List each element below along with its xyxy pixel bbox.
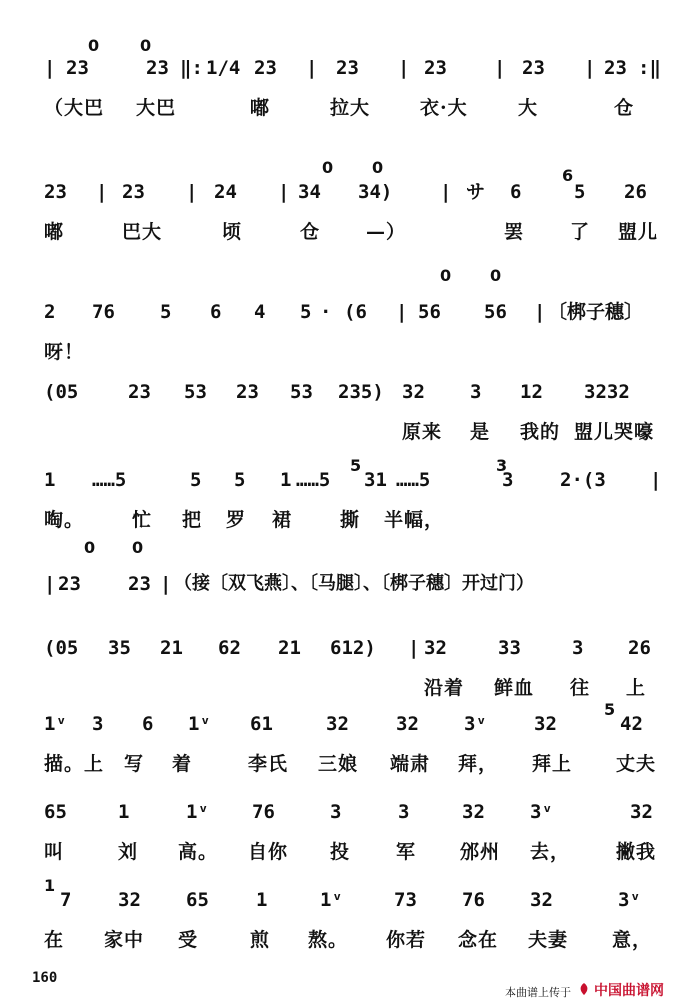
note: 32 bbox=[462, 801, 485, 823]
grace-note: 6 bbox=[562, 166, 574, 185]
upload-note: 本曲谱上传于 bbox=[505, 986, 571, 999]
barline: | bbox=[650, 469, 662, 491]
lyric: 衣·大 bbox=[420, 97, 468, 119]
note: 32 bbox=[530, 889, 553, 911]
note: 2 bbox=[44, 301, 56, 323]
lyric: 呀！ bbox=[44, 341, 85, 363]
note: | bbox=[534, 301, 546, 323]
lyric: 大 bbox=[518, 97, 539, 119]
note: 1ᵛ bbox=[320, 889, 343, 911]
repeat-mark: 0 bbox=[490, 266, 502, 285]
lyric: 上 bbox=[626, 677, 647, 699]
lyric: 大巴 bbox=[136, 97, 177, 119]
lyric: 军 bbox=[396, 841, 417, 863]
notation-row bbox=[0, 158, 700, 212]
lyric: 沿着 bbox=[424, 677, 465, 699]
notation-row bbox=[0, 792, 700, 832]
lyric: 鲜血 bbox=[494, 677, 535, 699]
page-number: 160 bbox=[32, 970, 58, 986]
barline: | bbox=[44, 573, 56, 595]
note: :‖ bbox=[638, 57, 661, 79]
note: ……5 bbox=[92, 469, 127, 491]
lyric-row bbox=[0, 672, 700, 704]
note: | bbox=[96, 181, 108, 203]
lyric: 撇我 bbox=[616, 841, 657, 863]
note: 34 bbox=[298, 181, 321, 203]
lyric: 煎 bbox=[250, 929, 271, 951]
lyric: 原来 bbox=[402, 421, 443, 443]
lyric: 盟儿哭嚎 bbox=[574, 421, 655, 443]
lyric: 把 bbox=[182, 509, 203, 531]
lyric: 在 bbox=[44, 929, 65, 951]
lyric: 着 bbox=[172, 753, 193, 775]
lyric: 刘 bbox=[118, 841, 139, 863]
time-signature: 1/4 bbox=[206, 57, 241, 79]
note: 23 bbox=[44, 181, 67, 203]
lyric: 嘟 bbox=[250, 97, 271, 119]
lyric: 罗 bbox=[226, 509, 247, 531]
note: 62 bbox=[218, 637, 241, 659]
note: ‖: bbox=[180, 57, 203, 79]
lyric: 受 bbox=[178, 929, 199, 951]
note: 23 bbox=[66, 57, 89, 79]
lyric: 家中 bbox=[104, 929, 145, 951]
lyric: 巴大 bbox=[122, 221, 163, 243]
note: 56 bbox=[484, 301, 507, 323]
note: 32 bbox=[326, 713, 349, 735]
lyric: 盟儿 bbox=[618, 221, 659, 243]
note: 3 bbox=[470, 381, 482, 403]
note: 73 bbox=[394, 889, 417, 911]
notation-row bbox=[0, 538, 700, 604]
note: 32 bbox=[402, 381, 425, 403]
lyric: 去， bbox=[530, 841, 571, 863]
note: 26 bbox=[628, 637, 651, 659]
barline: | bbox=[408, 637, 420, 659]
lyric: 念在 bbox=[458, 929, 499, 951]
note: | bbox=[584, 57, 596, 79]
lyric: 往 bbox=[570, 677, 591, 699]
note: サ bbox=[466, 181, 486, 203]
note: 1 bbox=[256, 889, 268, 911]
note: 235) bbox=[338, 381, 384, 403]
lyric: 三娘 bbox=[318, 753, 359, 775]
note: | bbox=[306, 57, 318, 79]
lyric: 忙 bbox=[132, 509, 153, 531]
note: 3 bbox=[572, 637, 584, 659]
lyric: 端肃 bbox=[390, 753, 431, 775]
lyric-row bbox=[0, 924, 700, 956]
note: 6 bbox=[210, 301, 222, 323]
note: 3ᵛ bbox=[530, 801, 553, 823]
note: 32 bbox=[118, 889, 141, 911]
note: 3ᵛ bbox=[618, 889, 641, 911]
note: 23 bbox=[604, 57, 627, 79]
note: 65 bbox=[186, 889, 209, 911]
lyric: 嘟 bbox=[44, 221, 65, 243]
notation-row bbox=[0, 266, 700, 332]
note: 1ᵛ bbox=[188, 713, 211, 735]
repeat-mark: 0 bbox=[440, 266, 452, 285]
lyric: 拜上 bbox=[532, 753, 573, 775]
note: | bbox=[440, 181, 452, 203]
note: 32 bbox=[424, 637, 447, 659]
lyric-row bbox=[0, 216, 700, 248]
lyric-row bbox=[0, 92, 700, 124]
note: 1 bbox=[280, 469, 292, 491]
note: 2·(3 bbox=[560, 469, 606, 491]
note: 23 bbox=[58, 573, 81, 595]
qupai-label: 〔梆子穗〕 bbox=[548, 301, 644, 323]
note: 23 bbox=[522, 57, 545, 79]
note: 65 bbox=[44, 801, 67, 823]
lyric-row bbox=[0, 416, 700, 448]
note: 5 bbox=[190, 469, 202, 491]
note: 53 bbox=[290, 381, 313, 403]
lyric-row bbox=[0, 336, 700, 368]
note: 34) bbox=[358, 181, 393, 203]
lyric: 邠州 bbox=[460, 841, 501, 863]
note: 32 bbox=[396, 713, 419, 735]
grace-note: 5 bbox=[350, 456, 362, 475]
note: (05 bbox=[44, 381, 79, 403]
note: 5 bbox=[160, 301, 172, 323]
note: 21 bbox=[278, 637, 301, 659]
note: 23 bbox=[424, 57, 447, 79]
note: 56 bbox=[418, 301, 441, 323]
lyric: —） bbox=[366, 221, 407, 243]
note: 23 bbox=[122, 181, 145, 203]
site-logo-icon bbox=[578, 982, 590, 996]
lyric: 裙 bbox=[272, 509, 293, 531]
note: 7 bbox=[60, 889, 72, 911]
note: 6 bbox=[142, 713, 154, 735]
note: 31 bbox=[364, 469, 387, 491]
lyric: 你若 bbox=[386, 929, 427, 951]
note: 6 bbox=[510, 181, 522, 203]
notation-row bbox=[0, 876, 700, 920]
lyric: 我的 bbox=[520, 421, 561, 443]
note: 33 bbox=[498, 637, 521, 659]
note: 76 bbox=[92, 301, 115, 323]
note: 3232 bbox=[584, 381, 630, 403]
note: 5 bbox=[300, 301, 312, 323]
note: 35 bbox=[108, 637, 131, 659]
notation-row bbox=[0, 36, 700, 88]
lyric: 半幅， bbox=[384, 509, 445, 531]
lyric: 是 bbox=[470, 421, 491, 443]
note: 1ᵛ bbox=[44, 713, 67, 735]
note: (6 bbox=[344, 301, 367, 323]
note: 3ᵛ bbox=[464, 713, 487, 735]
note: 3 bbox=[398, 801, 410, 823]
note: 1ᵛ bbox=[186, 801, 209, 823]
note: 76 bbox=[462, 889, 485, 911]
notation-row bbox=[0, 628, 700, 668]
note: 76 bbox=[252, 801, 275, 823]
lyric: 自你 bbox=[248, 841, 289, 863]
note: 3 bbox=[92, 713, 104, 735]
lyric: 仓 bbox=[300, 221, 321, 243]
note: 3 bbox=[502, 469, 514, 491]
repeat-mark: 0 bbox=[84, 538, 96, 557]
barline: | bbox=[160, 573, 172, 595]
lyric: 罢 bbox=[504, 221, 525, 243]
repeat-mark: 0 bbox=[132, 538, 144, 557]
notation-row bbox=[0, 372, 700, 412]
lyric: 顷 bbox=[222, 221, 243, 243]
note: 5 bbox=[574, 181, 586, 203]
note: 23 bbox=[128, 573, 151, 595]
note: | bbox=[44, 57, 56, 79]
note: 1 bbox=[118, 801, 130, 823]
note: 21 bbox=[160, 637, 183, 659]
note: 32 bbox=[534, 713, 557, 735]
note: | bbox=[396, 301, 408, 323]
lyric: 描。上 bbox=[44, 753, 105, 775]
note: 32 bbox=[630, 801, 653, 823]
lyric: 撕 bbox=[340, 509, 361, 531]
lyric: 投 bbox=[330, 841, 351, 863]
note: 1 bbox=[44, 469, 56, 491]
lyric: 拜， bbox=[458, 753, 499, 775]
notation-row bbox=[0, 456, 700, 500]
grace-note: 5 bbox=[604, 700, 616, 719]
lyric: 丈夫 bbox=[616, 753, 657, 775]
note: 5 bbox=[234, 469, 246, 491]
note: 61 bbox=[250, 713, 273, 735]
repeat-mark: 0 bbox=[88, 36, 100, 55]
note: | bbox=[398, 57, 410, 79]
note: ……5 bbox=[296, 469, 331, 491]
lyric: 李氏 bbox=[248, 753, 289, 775]
lyric: 写 bbox=[124, 753, 145, 775]
note: 53 bbox=[184, 381, 207, 403]
note: 23 bbox=[254, 57, 277, 79]
note: | bbox=[278, 181, 290, 203]
note: ……5 bbox=[396, 469, 431, 491]
note: 23 bbox=[146, 57, 169, 79]
lyric-row bbox=[0, 748, 700, 780]
note: 24 bbox=[214, 181, 237, 203]
note: (05 bbox=[44, 637, 79, 659]
lyric: 意， bbox=[612, 929, 653, 951]
grace-note: 1 bbox=[44, 876, 56, 895]
notation-row bbox=[0, 700, 700, 744]
lyric: 拉大 bbox=[330, 97, 371, 119]
lyric-row bbox=[0, 504, 700, 536]
lyric: 高。 bbox=[178, 841, 219, 863]
repeat-mark: 0 bbox=[322, 158, 334, 177]
lyric: 啕。 bbox=[44, 509, 85, 531]
note: 3 bbox=[330, 801, 342, 823]
note: · bbox=[320, 301, 332, 323]
note: 42 bbox=[620, 713, 643, 735]
repeat-mark: 0 bbox=[140, 36, 152, 55]
grace-note: 3 bbox=[496, 456, 508, 475]
note: 4 bbox=[254, 301, 266, 323]
note: | bbox=[494, 57, 506, 79]
note: 26 bbox=[624, 181, 647, 203]
note: 23 bbox=[128, 381, 151, 403]
note: | bbox=[186, 181, 198, 203]
interlude-note: （接〔双飞燕〕、〔马腿〕、〔梆子穗〕开过门） bbox=[174, 573, 534, 594]
note: 12 bbox=[520, 381, 543, 403]
repeat-mark: 0 bbox=[372, 158, 384, 177]
note: 23 bbox=[336, 57, 359, 79]
lyric: 叫 bbox=[44, 841, 65, 863]
site-logo-text: 中国曲谱网 bbox=[594, 983, 664, 999]
lyric: （大巴 bbox=[44, 97, 105, 119]
note: 612) bbox=[330, 637, 376, 659]
lyric: 夫妻 bbox=[528, 929, 569, 951]
note: 23 bbox=[236, 381, 259, 403]
lyric-row bbox=[0, 836, 700, 868]
lyric: 仓 bbox=[614, 97, 635, 119]
lyric: 熬。 bbox=[308, 929, 349, 951]
lyric: 了 bbox=[570, 221, 591, 243]
